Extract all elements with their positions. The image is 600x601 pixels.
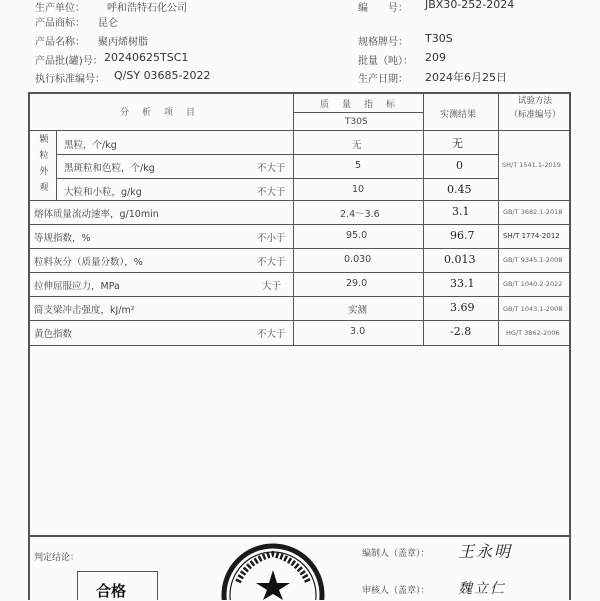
row-result: 3.69 — [450, 301, 475, 314]
trademark-value: 昆仑 — [98, 18, 118, 29]
row-item: 熔体质量流动速率，g/10min — [34, 209, 159, 220]
trademark-label: 产品商标： — [35, 18, 85, 29]
row-result: 0.013 — [444, 253, 476, 266]
row-condition: 大于 — [262, 281, 282, 292]
row-item: 黑粒，个/kg — [64, 140, 117, 151]
reviewer-signature: 魏立仁 — [458, 581, 506, 597]
col-item-header: 分 析 项 目 — [120, 108, 198, 118]
batch-label: 产品批(罐)号： — [35, 56, 103, 67]
col-method-header: 试验方法 （标准编号） — [509, 96, 561, 120]
row-item: 黄色指数 — [34, 329, 73, 340]
row-spec: 0.030 — [344, 254, 372, 265]
row-item: 等规指数，% — [34, 233, 91, 244]
number-value: JBX30-252-2024 — [425, 0, 515, 11]
quantity-label: 批量（吨）： — [358, 56, 413, 67]
producer-label: 生产单位： — [35, 3, 85, 14]
number-label: 编 号： — [358, 3, 408, 14]
row-spec: 10 — [352, 184, 365, 195]
row-condition: 不大于 — [257, 329, 286, 340]
date-value: 2024年6月25日 — [425, 71, 507, 84]
row-result: 96.7 — [450, 229, 475, 242]
row-method: GB/T 1040.2-2022 — [503, 280, 563, 288]
row-item: 黑斑粒和色粒，个/kg — [64, 163, 155, 174]
col-result-header: 实测结果 — [440, 110, 477, 120]
row-spec: 95.0 — [346, 230, 368, 241]
row-method: SH/T 1541.1-2019 — [502, 161, 561, 169]
row-condition: 不大于 — [257, 187, 286, 198]
row-result: 0.45 — [447, 183, 472, 196]
row-spec: 实测 — [348, 305, 368, 316]
date-label: 生产日期： — [358, 74, 408, 85]
row-spec: 29.0 — [346, 278, 368, 289]
row-condition: 不大于 — [257, 257, 286, 268]
row-result: 无 — [452, 137, 463, 150]
row-condition: 不小于 — [257, 233, 286, 244]
standard-label: 执行标准编号： — [35, 74, 105, 85]
row-spec: 3.0 — [350, 326, 366, 337]
row-method: SH/T 1774-2012 — [503, 232, 560, 240]
row-item: 拉伸屈服应力，MPa — [34, 281, 120, 292]
spec-value: T30S — [425, 32, 453, 45]
product-name-value: 聚丙烯树脂 — [98, 37, 148, 48]
quantity-value: 209 — [425, 51, 446, 64]
row-result: 0 — [456, 159, 463, 172]
row-result: 3.1 — [452, 205, 470, 218]
standard-value: Q/SY 03685-2022 — [114, 69, 211, 82]
row-spec: 2.4～3.6 — [340, 209, 380, 220]
conclusion-label: 判定结论： — [34, 553, 80, 563]
batch-value: 20240625TSC1 — [104, 51, 189, 64]
compiler-label: 编制人（盖章）： — [362, 549, 430, 559]
row-item: 大粒和小粒，g/kg — [64, 187, 142, 198]
row-result: 33.1 — [450, 277, 475, 290]
conclusion-value: 合格 — [96, 582, 127, 600]
spec-label: 规格牌号： — [358, 37, 408, 48]
row-method: HG/T 3862-2006 — [506, 329, 560, 337]
row-spec: 5 — [355, 160, 362, 171]
row-method: GB/T 9345.1-2008 — [503, 256, 563, 264]
row-condition: 不大于 — [257, 163, 286, 174]
group-label-appearance: 颗 粒 外 观 — [39, 135, 49, 193]
official-seal-icon — [218, 540, 328, 600]
row-spec: 无 — [352, 140, 362, 151]
row-method: GB/T 3682.1-2018 — [503, 208, 563, 216]
col-grade-header: T30S — [345, 117, 368, 127]
reviewer-label: 审核人（盖章）： — [362, 586, 430, 596]
compiler-signature: 王永明 — [458, 542, 513, 561]
producer-value: 呼和浩特石化公司 — [107, 3, 187, 14]
col-quality-header: 质 量 指 标 — [320, 100, 398, 110]
row-item: 粒料灰分（质量分数），% — [34, 257, 143, 268]
row-method: GB/T 1043.1-2008 — [503, 305, 563, 313]
row-item: 简支梁冲击强度，kJ/m² — [34, 305, 135, 316]
product-name-label: 产品名称： — [35, 37, 85, 48]
row-result: -2.8 — [450, 325, 472, 338]
